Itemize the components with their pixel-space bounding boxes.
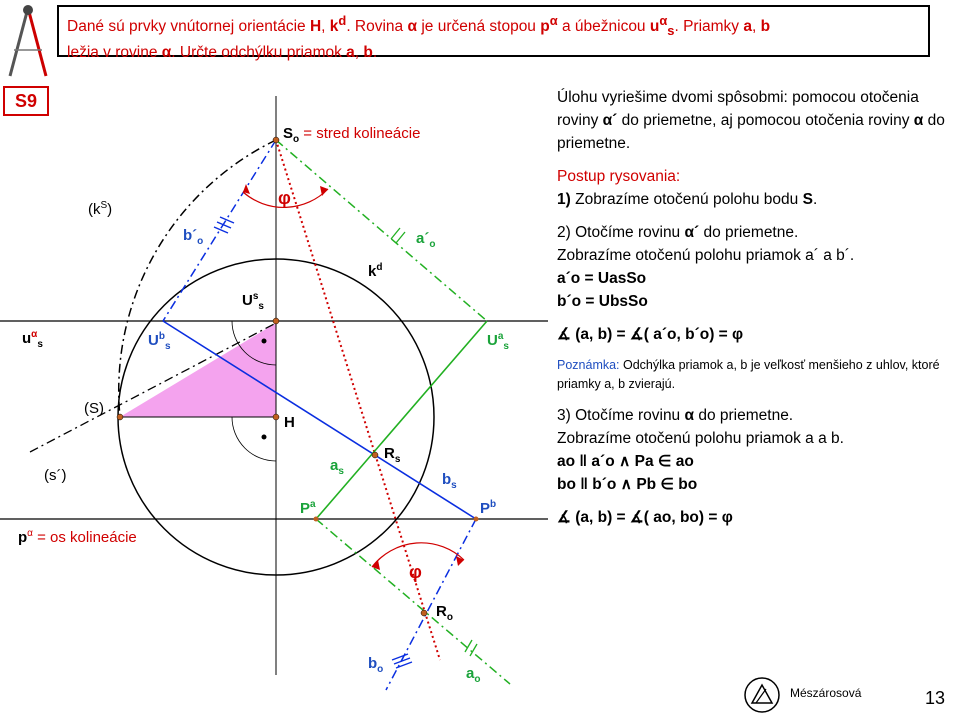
label-So: $S_o$ = stred kolineácie <box>283 125 421 145</box>
author-name: Mészárosová <box>790 686 862 700</box>
label-Pa: $P^a$ <box>300 499 316 517</box>
line-b-prime-o <box>163 140 276 321</box>
step-3-line-2: Zobrazíme otočenú polohu priamok a a b. <box>557 430 844 447</box>
label-a-prime-o: $a´_o$ <box>416 230 436 250</box>
label-S-rot: (S) <box>84 400 104 417</box>
note: Poznámka: Odchýlka priamok a, b je veľkosť menšieho z uhlov, ktoré priamky a, b zvierajú. <box>557 358 940 391</box>
angle-equation-1: ∡ (a, b) = ∡( a´o, b´o) = φ <box>557 326 744 343</box>
label-s-prime: (s´) <box>44 467 67 484</box>
point-Pb <box>474 517 479 522</box>
point-Usbs <box>273 318 279 324</box>
label-as: $a_s$ <box>330 457 344 477</box>
label-ao: $a_o$ <box>466 665 481 685</box>
page-number: 13 <box>925 688 946 708</box>
label-u-alpha: $u^\alpha_s$ <box>22 329 43 350</box>
intro-text: Úlohu vyriešime dvomi spôsobmi: pomocou otočenia roviny α´ do priemetne, aj pomocou otočenia roviny α do priemetne. <box>557 89 945 152</box>
equation-b: bo ǁ b´o ∧ Pb ∈ bo <box>557 476 698 493</box>
explanation-panel <box>557 86 952 529</box>
step-2-line-2: Zobrazíme otočenú polohu priamok a´ a b´. <box>557 247 855 264</box>
label-Ub: $U^b_s$ <box>148 331 171 352</box>
label-b-prime-o: $b´_o$ <box>183 227 204 247</box>
point-H <box>273 414 279 420</box>
line-bs <box>163 321 476 519</box>
equation-a-prime: a´o = UasSo <box>557 270 647 287</box>
label-Pb: $P^b$ <box>480 499 497 517</box>
angle-equation-2: ∡ (a, b) = ∡( ao, bo) = φ <box>557 509 733 526</box>
label-H: H <box>284 414 295 431</box>
equation-a: ao ǁ a´o ∧ Pa ∈ ao <box>557 453 694 470</box>
line-red-dotted <box>276 140 440 660</box>
label-phi-top: φ <box>278 188 291 208</box>
procedure-title: Postup rysovania: <box>557 168 681 185</box>
label-p-alpha: $p^\alpha$ = os kolineácie <box>18 528 137 546</box>
label-kd: $k^d$ <box>368 262 383 280</box>
point-S-rot <box>117 414 123 420</box>
task-statement: Dané sú prvky vnútornej orientácie H, $k^d$. Rovina α je určená stopou $p^\alpha$ a úbežnicou $u^\alpha_s$. Priamky a, b ležia v rovine α. Určte odchýlku priamok a, b. <box>57 5 930 57</box>
label-bo: $b_o$ <box>368 655 384 675</box>
point-So <box>273 137 279 143</box>
step-1: 1) Zobrazíme otočenú polohu bodu S. <box>557 191 818 208</box>
label-Usbs: $U^s_s$ <box>242 291 264 312</box>
slide-label: S9 <box>3 86 49 116</box>
label-Ro: $R_o$ <box>436 603 453 623</box>
line-bo <box>386 519 476 690</box>
point-Ro <box>421 610 427 616</box>
author-logo-icon <box>742 675 782 715</box>
step-3-line-1: 3) Otočíme rovinu α do priemetne. <box>557 407 794 424</box>
line-a-prime-o <box>276 140 487 321</box>
rotation-triangle <box>120 323 276 417</box>
label-phi-bottom: φ <box>409 562 422 582</box>
label-Rs: $R_s$ <box>384 445 401 465</box>
equation-b-prime: b´o = UbsSo <box>557 293 648 310</box>
label-bs: $b_s$ <box>442 471 457 491</box>
label-kS: $(k^S)$ <box>88 200 113 218</box>
step-2-line-1: 2) Otočíme rovinu α´ do priemetne. <box>557 224 799 241</box>
label-Ua: $U^a_s$ <box>487 331 509 352</box>
point-Pa <box>314 517 319 522</box>
point-Rs <box>372 452 378 458</box>
